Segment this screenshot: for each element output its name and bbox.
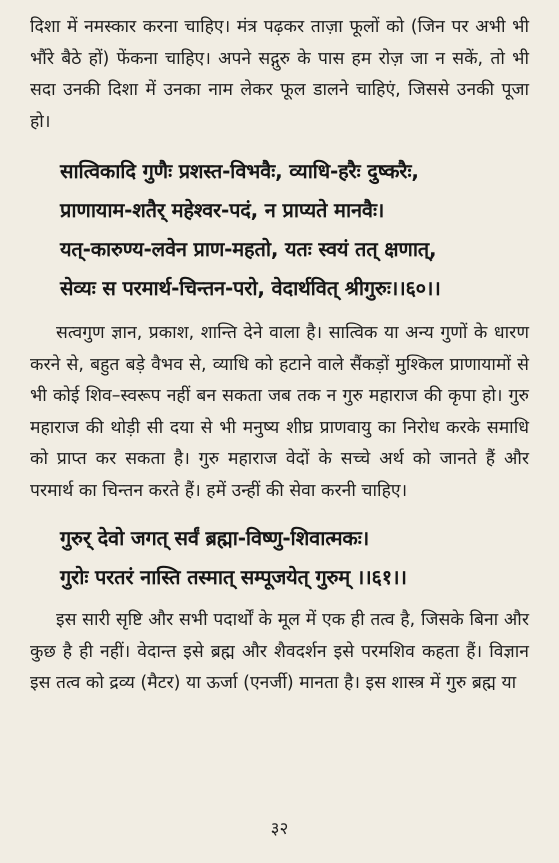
verse-60 — [30, 152, 529, 308]
verse-60-line-4: सेव्यः स परमार्थ-चिन्तन-परो, वेदार्थवित् श्रीगुरुः।।६०।। — [60, 276, 441, 300]
paragraph-commentary-61: इस सारी सृष्टि और सभी पदार्थों के मूल में एक ही तत्व है, जिसके बिना और कुछ है ही नहीं। वेदान्त इसे ब्रह्म और शैवदर्शन इसे परमशिव कहता हैं। विज्ञान इस तत्व को द्रव्य (मैटर) या ऊर्जा (एनर्जी) मानता है। इस शास्त्र में गुरु ब्रह्म या — [30, 610, 529, 693]
verse-60-line-3: यत्-कारुण्य-लवेन प्राण-महतो, यतः स्वयं तत् क्षणात्, — [60, 237, 437, 261]
paragraph-commentary-60: सत्वगुण ज्ञान, प्रकाश, शान्ति देने वाला है। सात्विक या अन्य गुणों के धारण करने से, बहुत बड़े वैभव से, व्याधि को हटाने वाले सैंकड़ों मुश्किल प्राणायामों से भी कोई शिव–स्वरूप नहीं बन सकता जब तक न गुरु महाराज की कृपा हो। गुरु महाराज की थोड़ी सी दया से भी मनुष्य शीघ्र प्राणवायु का निरोध करके समाधि को प्राप्त कर सकता है। गुरु महाराज वेदों के सच्चे अर्थ को जानते हैं और परमार्थ का चिन्तन करते हैं। हमें उन्हीं की सेवा करनी चाहिए। — [30, 323, 529, 501]
paragraph-intro: दिशा में नमस्कार करना चाहिए। मंत्र पढ़कर ताज़ा फूलों को (जिन पर अभी भी भौंरे बैठे हों) फेंकना चाहिए। अपने सद्गुरु के पास हम रोज़ जा न सकें, तो भी सदा उनकी दिशा में उनका नाम लेकर फूल डालने चाहिएं, जिससे उनकी पूजा हो। — [30, 17, 529, 132]
verse-61-line-1: गुरुर् देवो जगत् सर्वं ब्रह्मा-विष्णु-शिवात्मकः। — [60, 526, 369, 550]
verse-61-line-2: गुरोः परतरं नास्ति तस्मात् सम्पूजयेत् गुरुम् ।।६१।। — [60, 565, 407, 589]
page-number: ३२ — [270, 819, 289, 839]
verse-60-line-2: प्राणायाम-शतैर् महेश्वर-पदं, न प्राप्यते मानवैः। — [60, 198, 385, 222]
verse-61 — [30, 519, 529, 597]
verse-60-line-1: सात्विकादि गुणैः प्रशस्त-विभवैः, व्याधि-हरैः दुष्करैः, — [60, 159, 419, 183]
